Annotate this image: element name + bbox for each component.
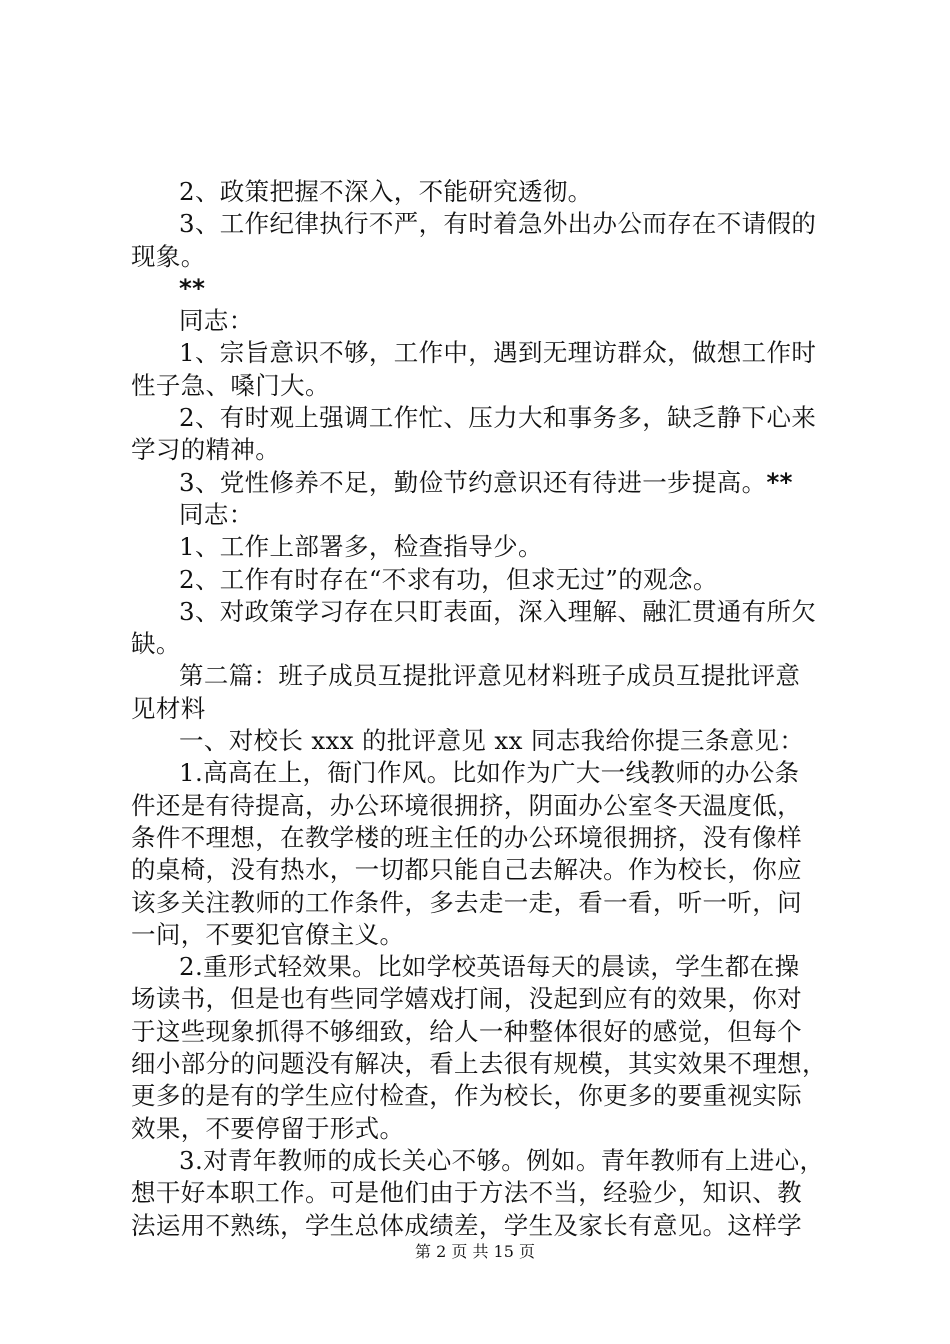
text-line: 3.对青年教师的成长关心不够。例如。青年教师有上进心， [179,1145,825,1175]
text-line: 2、政策把握不深入，不能研究透彻。 [179,177,593,206]
text-line [131,467,831,499]
text-line: 同志： [179,499,254,529]
name-placeholder: ** [179,273,206,303]
text-line: 1、工作上部署多，检查指导少。 [179,532,543,562]
document-body [131,176,831,1242]
text-line: 该多关注教师的工作条件，多去走一走，看一看，听一听，问 [131,887,802,917]
text-line: 3、对政策学习存在只盯表面，深入理解、融汇贯通有所欠 [179,596,817,626]
text-line: 1、宗旨意识不够，工作中，遇到无理访群众，做想工作时 [179,338,817,368]
text-line: 效果，不要停留于形式。 [131,1113,405,1143]
text-line: 缺。 [131,629,181,659]
text-line: 同志： [179,306,254,336]
text-line: 1.高高在上，衙门作风。比如作为广大一线教师的办公条 [179,758,800,788]
text-line: 性子急、嗓门大。 [131,370,330,400]
text-line: 2、工作有时存在“不求有功，但求无过”的观念。 [179,564,718,594]
text-line: 现象。 [131,241,206,271]
text-line: 学习的精神。 [131,435,281,465]
section-heading: 第二篇：班子成员互提批评意见材料班子成员互提批评意 [179,661,801,691]
text-line: 3、工作纪律执行不严，有时着急外出办公而存在不请假的 [179,209,817,239]
text-line: 场读书，但是也有些同学嬉戏打闹，没起到应有的效果，你对 [131,984,802,1014]
text-line: 的桌椅，没有热水，一切都只能自己去解决。作为校长，你应 [131,855,802,885]
text-line: 更多的是有的学生应付检查，作为校长，你更多的要重视实际 [131,1081,802,1111]
text-segment: 3、党性修养不足，勤俭节约意识还有待进一步提高。 [179,467,767,497]
text-line: 细小部分的问题没有解决，看上去很有规模，其实效果不理想， [131,1049,827,1079]
text-line: 2.重形式轻效果。比如学校英语每天的晨读，学生都在操 [179,952,800,982]
name-placeholder: ** [766,467,793,497]
text-line: 一问，不要犯官僚主义。 [131,919,405,949]
text-line: 想干好本职工作。可是他们由于方法不当，经验少，知识、教 [131,1178,802,1208]
section-heading: 见材料 [131,693,206,723]
page-footer: 第 2 页 共 15 页 [415,1242,535,1261]
text-line: 一、对校长 xxx 的批评意见 xx 同志我给你提三条意见： [179,726,805,756]
text-line: 条件不理想，在教学楼的班主任的办公环境很拥挤，没有像样 [131,822,802,852]
text-line: 于这些现象抓得不够细致，给人一种整体很好的感觉，但每个 [131,1016,802,1046]
text-line: 法运用不熟练，学生总体成绩差，学生及家长有意见。这样学 [131,1210,802,1240]
text-line: 件还是有待提高，办公环境很拥挤，阴面办公室冬天温度低， [131,790,802,820]
text-line: 2、有时观上强调工作忙、压力大和事务多，缺乏静下心来 [179,403,817,433]
